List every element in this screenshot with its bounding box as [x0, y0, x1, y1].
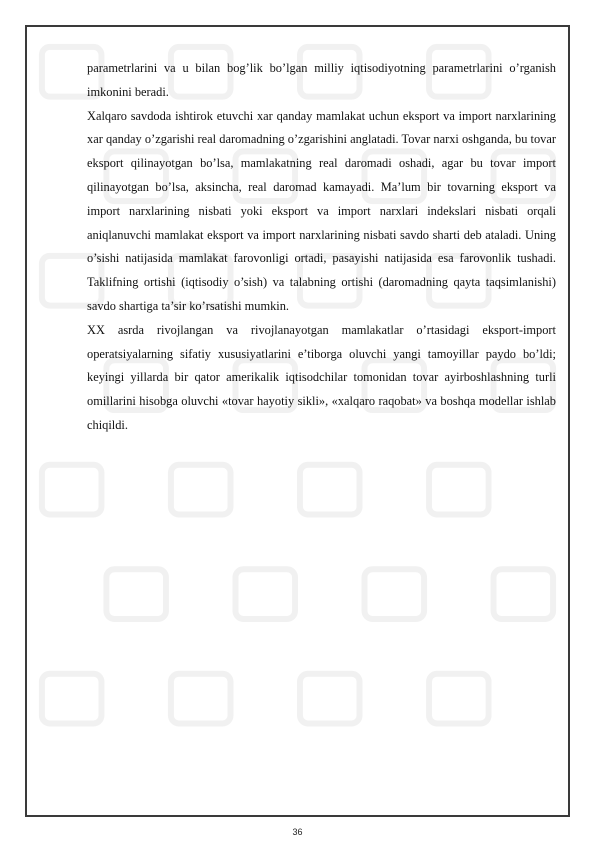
paragraph-3: XX asrda rivojlangan va rivojlanayotgan mamlakatlar o’rtasidagi eksport-import operatsiyalarning sifatiy xususiyatlarini e’tiborga oluvchi yangi tamoyillar paydo bo’ldi; keyingi yillarda bir qator amerikalik iqtisodchilar tomonidan tovar ayirboshlashning turli omillarini hisobga oluvchi «tovar hayotiy sikli», «xalqaro raqobat» va boshqa modellar ishlab chiqildi.: [87, 322, 556, 432]
page-frame: [25, 25, 570, 837]
body-text: [87, 57, 556, 438]
paragraph-1: parametrlarini va u bilan bog’lik bo’lgan milliy iqtisodiyotning parametrlarini o’rganish imkonini beradi.: [87, 61, 556, 99]
page-number: 36: [292, 827, 303, 837]
paragraph-2: Xalqaro savdoda ishtirok etuvchi xar qanday mamlakat uchun eksport va import narxlarining xar qanday o’zgarishi real daromadning o’zgarishini anglatadi. Tovar narxi oshganda, bu tovar eksport qilinayotgan bo’lsa, mamlakatning real daromadi oshadi, agar bu tovar import qilinayotgan bo’lsa, aksincha, real daromad kamayadi. Ma’lum bir tovarning eksport va import narxlarining nisbati yoki eksport va import narxlari indekslari nisbati orqali aniqlanuvchi mamlakat eksport va import narxlarining nisbati savdo sharti deb ataladi. Uning o’sishi natijasida mamlakat farovonligi ortadi, pasayishi natijasida esa farovonlik tushadi. Taklifning ortishi (iqtisodiy o’sish) va talabning ortishi (daromadning qayta taqsimlanishi) savdo shartiga ta’sir ko’rsatishi mumkin.: [87, 108, 556, 313]
